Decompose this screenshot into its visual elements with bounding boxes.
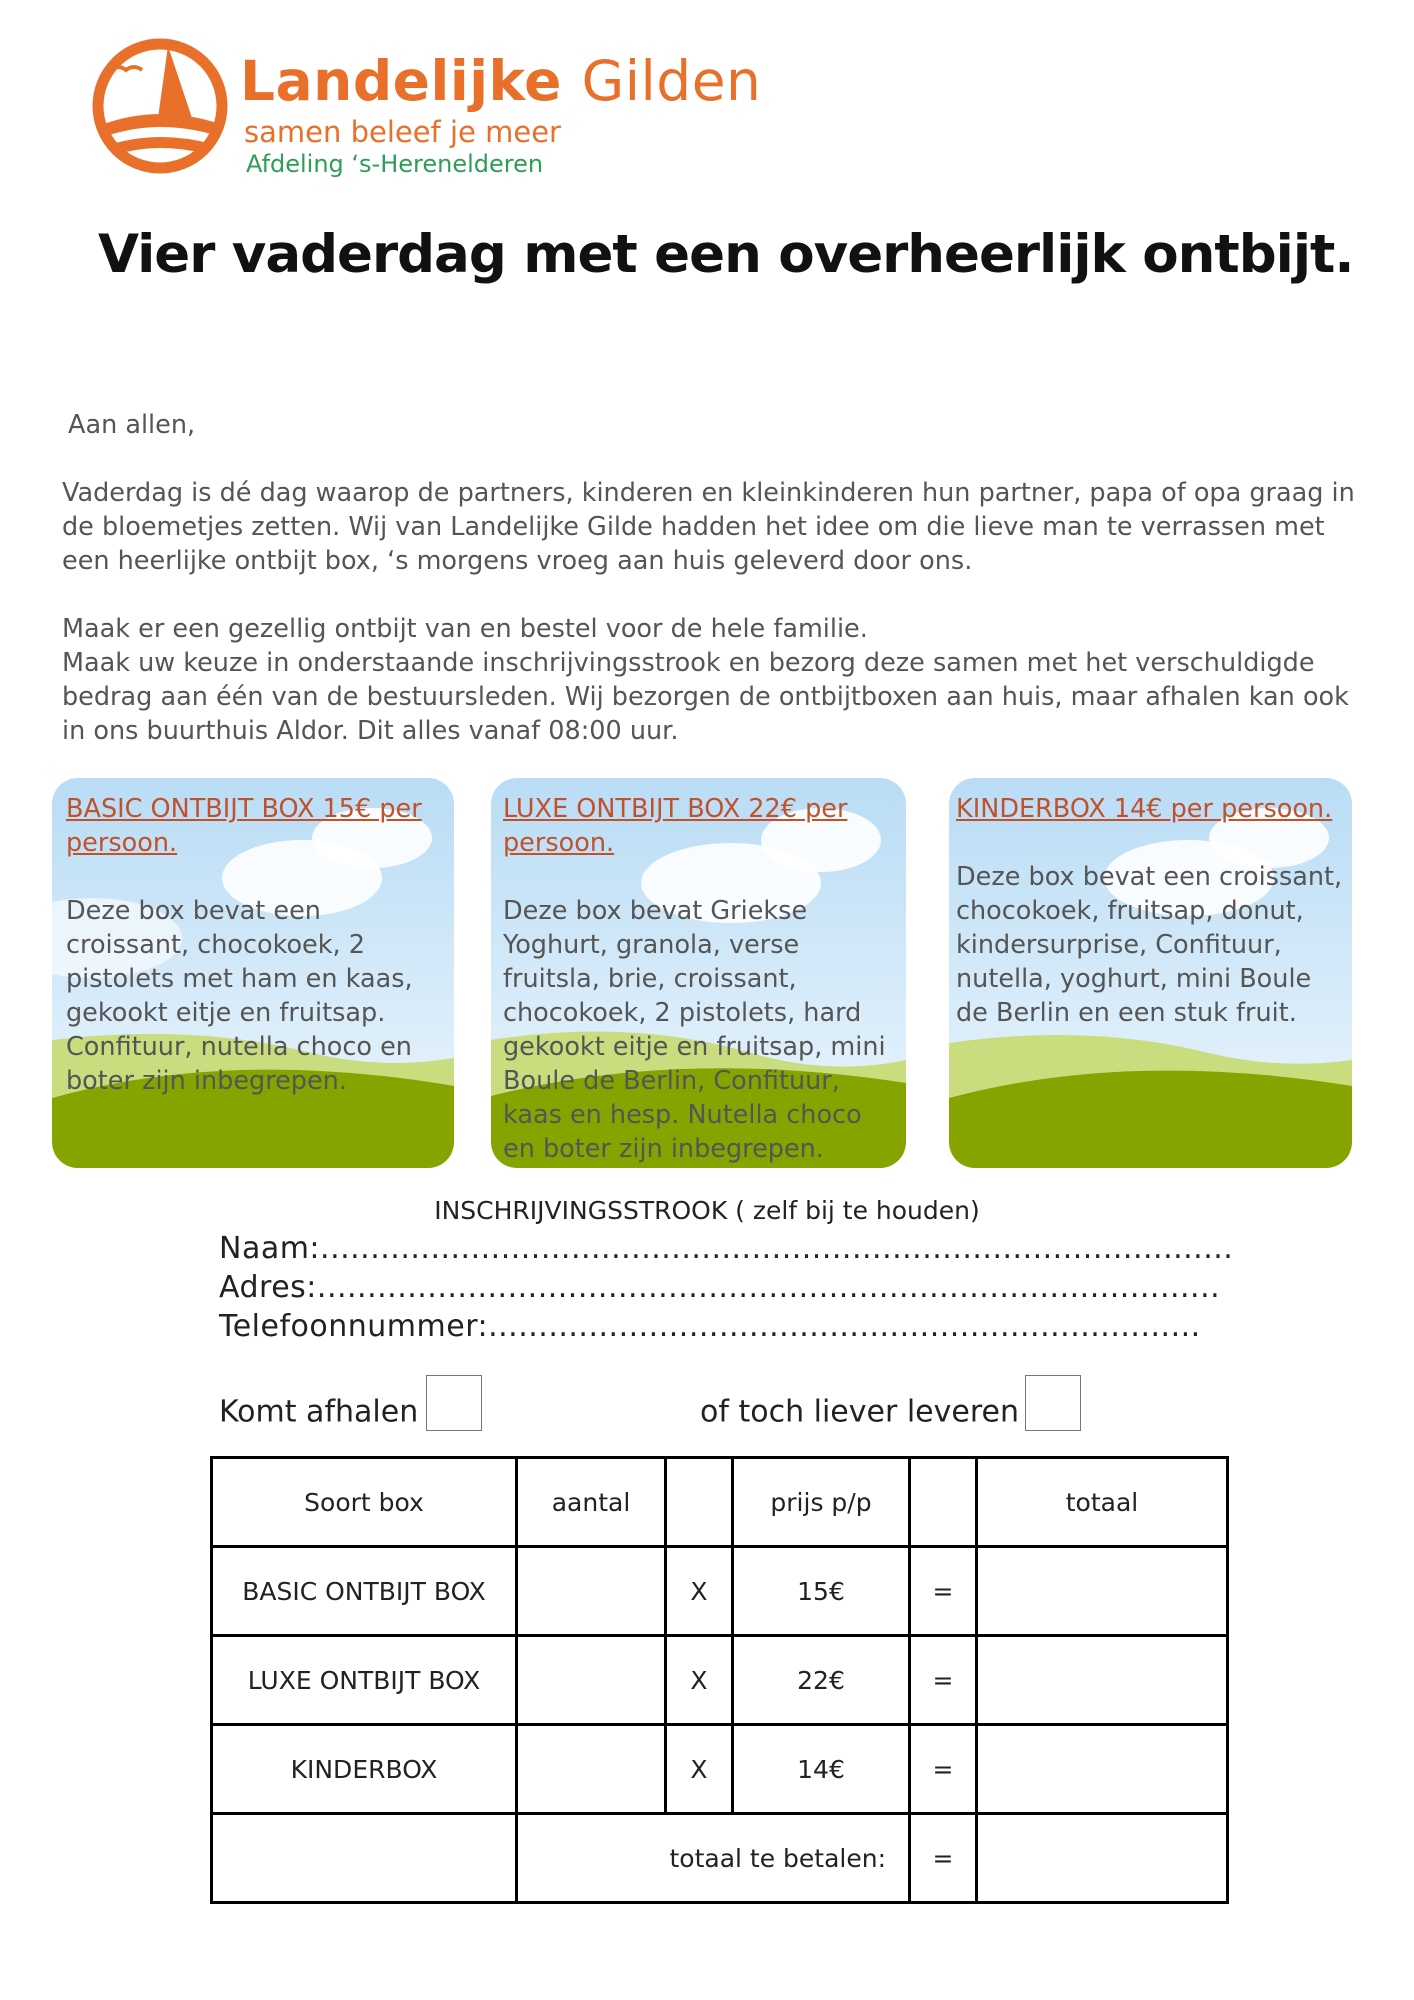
total-input-cell[interactable] — [977, 1636, 1228, 1725]
order-table — [210, 1456, 1229, 1904]
header-cell: Soort box — [212, 1458, 517, 1547]
pickup-checkbox[interactable] — [426, 1375, 482, 1431]
luxe-box-heading: LUXE ONTBIJT BOX 22€ per persoon. — [503, 794, 848, 858]
header-cell: prijs p/p — [733, 1458, 910, 1547]
header-cell: totaal — [977, 1458, 1228, 1547]
pickup-label: Komt afhalen — [219, 1394, 419, 1430]
header-cell — [666, 1458, 733, 1547]
registration-title: INSCHRIJVINGSSTROOK ( zelf bij te houden) — [434, 1196, 980, 1225]
delivery-label: of toch liever leveren — [700, 1394, 1019, 1430]
header-cell: aantal — [517, 1458, 666, 1547]
delivery-checkbox[interactable] — [1025, 1375, 1081, 1431]
table-row — [212, 1725, 1228, 1814]
price-cell: 14€ — [733, 1725, 910, 1814]
price-cell: 15€ — [733, 1547, 910, 1636]
paragraph-family: Maak er een gezellig ontbijt van en bestel voor de hele familie. — [62, 614, 868, 644]
equals-cell: = — [910, 1636, 977, 1725]
phone-field[interactable]: Telefoonnummer:....................................................................... — [219, 1309, 1201, 1344]
pickup-option — [219, 1385, 482, 1441]
logo — [88, 32, 762, 182]
box-type-cell: BASIC ONTBIJT BOX — [212, 1547, 517, 1636]
luxe-box-text — [503, 792, 900, 1166]
table-row — [212, 1636, 1228, 1725]
kinderbox-description: Deze box bevat een croissant, chocokoek, fruitsap, donut, kindersurprise, Confituur, nutella, yoghurt, mini Boule de Berlin en een stuk fruit. — [956, 862, 1343, 1028]
box-type-cell: KINDERBOX — [212, 1725, 517, 1814]
brand-name: Landelijke Gilden — [240, 49, 762, 113]
table-row — [212, 1547, 1228, 1636]
equals-cell: = — [910, 1814, 977, 1903]
page-title: Vier vaderdag met een overheerlijk ontbijt. — [98, 224, 1354, 285]
times-cell: X — [666, 1725, 733, 1814]
quantity-input-cell[interactable] — [517, 1636, 666, 1725]
kinderbox-text — [956, 792, 1346, 1030]
total-row — [212, 1814, 1228, 1903]
paragraph-instructions: Maak uw keuze in onderstaande inschrijvingsstrook en bezorg deze samen met het verschuldigde bedrag aan één van de bestuursleden. Wij bezorgen de ontbijtboxen aan huis, maar afhalen kan ook in ons buurthuis Aldor. Dit alles vanaf 08:00 uur. — [62, 648, 1349, 746]
grand-total-input-cell[interactable] — [977, 1814, 1228, 1903]
basic-box-text — [66, 792, 448, 1098]
basic-box-description: Deze box bevat een croissant, chocokoek, 2 pistolets met ham en kaas, gekookt eitje en fruitsap. Confituur, nutella choco en boter zijn inbegrepen. — [66, 896, 413, 1096]
kinderbox-card — [949, 778, 1352, 1168]
total-label: totaal te betalen: — [517, 1814, 910, 1903]
brand-tagline: samen beleef je meer — [244, 115, 561, 149]
empty-cell — [212, 1814, 517, 1903]
greeting: Aan allen, — [68, 410, 196, 440]
kinderbox-heading: KINDERBOX 14€ per persoon. — [956, 794, 1333, 824]
basic-box-card — [52, 778, 454, 1168]
total-input-cell[interactable] — [977, 1725, 1228, 1814]
delivery-option — [700, 1385, 1081, 1441]
basic-box-heading: BASIC ONTBIJT BOX 15€ per persoon. — [66, 794, 422, 858]
department-name: Afdeling ‘s-Herenelderen — [246, 150, 544, 178]
letter-body — [62, 408, 1362, 748]
times-cell: X — [666, 1636, 733, 1725]
address-field[interactable]: Adres:.......................................................................................... — [219, 1270, 1221, 1305]
price-cell: 22€ — [733, 1636, 910, 1725]
table-header-row — [212, 1458, 1228, 1547]
total-input-cell[interactable] — [977, 1547, 1228, 1636]
times-cell: X — [666, 1547, 733, 1636]
quantity-input-cell[interactable] — [517, 1547, 666, 1636]
header-cell — [910, 1458, 977, 1547]
quantity-input-cell[interactable] — [517, 1725, 666, 1814]
luxe-box-description: Deze box bevat Griekse Yoghurt, granola, verse fruitsla, brie, croissant, chocokoek, 2 pistolets, hard gekookt eitje en fruitsap, mini Boule de Berlin, Confituur, kaas en hesp. Nutella choco en boter zijn inbegrepen. — [503, 896, 886, 1164]
luxe-box-card — [491, 778, 906, 1168]
name-field[interactable]: Naam:........................................................................................... — [219, 1231, 1234, 1266]
box-type-cell: LUXE ONTBIJT BOX — [212, 1636, 517, 1725]
paragraph-intro: Vaderdag is dé dag waarop de partners, kinderen en kleinkinderen hun partner, papa of opa graag in de bloemetjes zetten. Wij van Landelijke Gilde hadden het idee om die lieve man te verrassen met een heerlijke ontbijt box, ‘s morgens vroeg aan huis geleverd door ons. — [62, 478, 1355, 576]
landelijke-gilden-logo-icon — [88, 32, 233, 177]
equals-cell: = — [910, 1547, 977, 1636]
equals-cell: = — [910, 1725, 977, 1814]
